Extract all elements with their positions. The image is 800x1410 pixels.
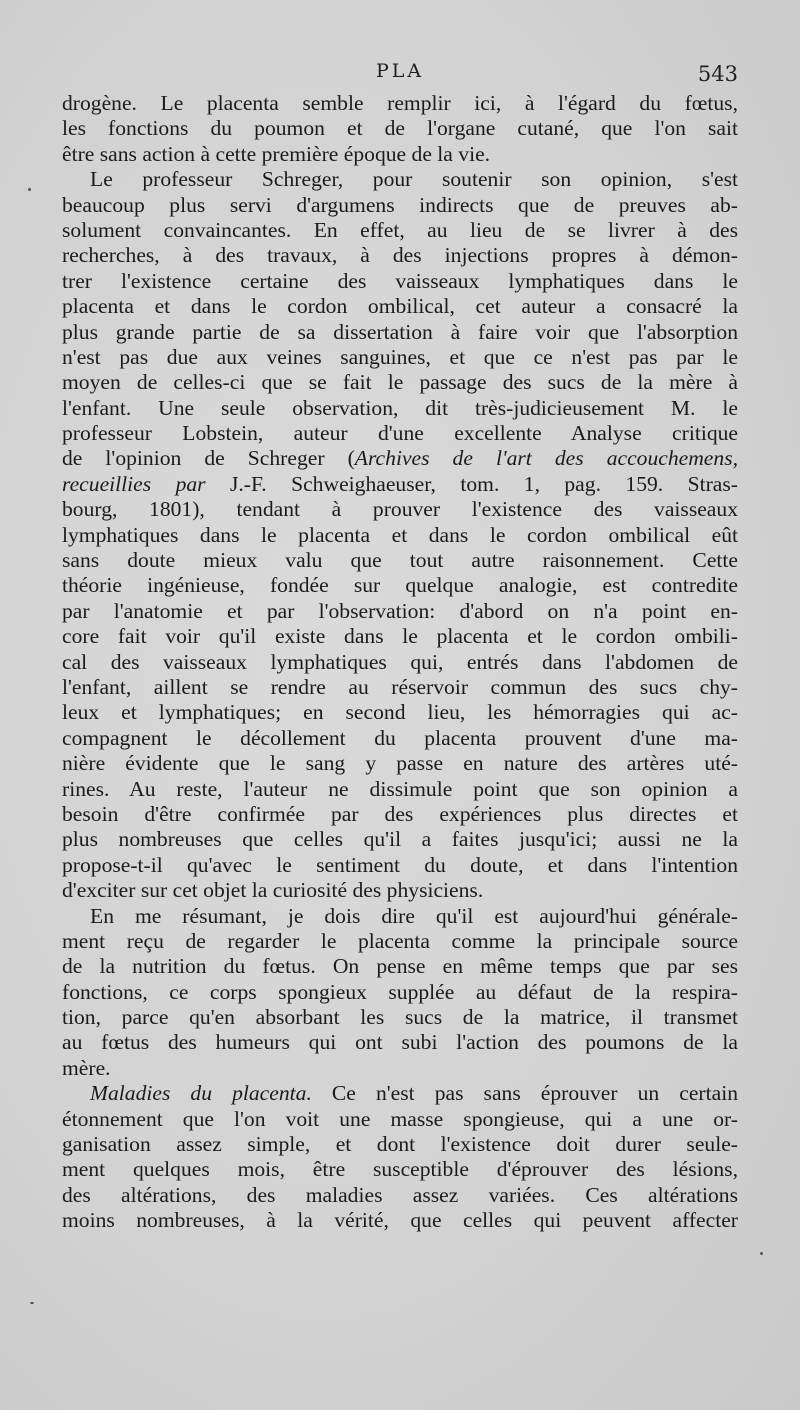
- text-line: [62, 1208, 738, 1233]
- line-text: les fonctions du poumon et de l'organe cutané, que l'on sait: [62, 116, 738, 141]
- line-text: étonnement que l'on voit une masse spongieuse, qui a une or-: [62, 1106, 738, 1131]
- text-line: [62, 1132, 738, 1157]
- line-text: plus nombreuses que celles qu'il a faites jusqu'ici; aussi ne la: [62, 827, 738, 852]
- text-line: [62, 700, 738, 725]
- line-text: au fœtus des humeurs qui ont subi l'action des poumons de la: [62, 1030, 738, 1055]
- text-line: [62, 218, 738, 243]
- text-line: [62, 523, 738, 548]
- italic-text: Maladies du placenta.: [90, 1081, 312, 1106]
- text-line: [62, 446, 738, 471]
- text-line: [62, 193, 738, 218]
- line-text: fonctions, ce corps spongieux supplée au défaut de la respira-: [62, 979, 738, 1004]
- line-text: sans doute mieux valu que tout autre raisonnement. Cette: [62, 548, 738, 573]
- line-text: beaucoup plus servi d'argumens indirects que de preuves ab-: [62, 192, 738, 217]
- line-text: nière évidente que le sang y passe en nature des artères uté-: [62, 751, 738, 776]
- line-text: de l'opinion de Schreger (: [62, 446, 355, 471]
- line-text: des altérations, des maladies assez variées. Ces altérations: [62, 1182, 738, 1207]
- ink-speck: [28, 188, 31, 191]
- line-text: d'exciter sur cet objet la curiosité des physiciens.: [62, 878, 484, 903]
- text-line: [62, 878, 738, 903]
- line-text: professeur Lobstein, auteur d'une excellente Analyse critique: [62, 421, 738, 446]
- line-text: plus grande partie de sa dissertation à faire voir que l'absorption: [62, 319, 738, 344]
- line-text: ment reçu de regarder le placenta comme la principale source: [62, 928, 738, 953]
- ink-speck: [30, 1302, 34, 1304]
- text-line: [62, 497, 738, 522]
- text-line: [62, 980, 738, 1005]
- text-line: [62, 116, 738, 141]
- line-text: J.-F. Schweighaeuser, tom. 1, pag. 159. Stras-: [205, 471, 738, 496]
- text-line: [62, 954, 738, 979]
- text-line: [62, 751, 738, 776]
- text-line: [62, 675, 738, 700]
- text-line: [62, 1157, 738, 1182]
- text-line: [62, 1081, 738, 1106]
- text-line: [62, 396, 738, 421]
- text-line: [62, 320, 738, 345]
- line-text: rines. Au reste, l'auteur ne dissimule point que son opinion a: [62, 776, 738, 801]
- running-head: PLA: [375, 60, 425, 82]
- text-line: [62, 827, 738, 852]
- line-text: tion, parce qu'en absorbant les sucs de la matrice, il transmet: [62, 1005, 738, 1030]
- line-text: n'est pas due aux veines sanguines, et que ce n'est pas par le: [62, 344, 738, 369]
- line-text: l'enfant, aillent se rendre au réservoir commun des sucs chy-: [62, 674, 738, 699]
- line-text: être sans action à cette première époque de la vie.: [62, 141, 491, 166]
- text-line: [62, 1030, 738, 1055]
- line-text: Ce n'est pas sans éprouver un certain: [311, 1081, 738, 1106]
- line-text: Le professeur Schreger, pour soutenir son opinion, s'est: [90, 167, 738, 192]
- text-line: [62, 599, 738, 624]
- text-line: [62, 167, 738, 192]
- line-text: recherches, à des travaux, à des injections propres à démon-: [62, 243, 738, 268]
- line-text: cal des vaisseaux lymphatiques qui, entrés dans l'abdomen de: [62, 649, 738, 674]
- line-text: propose-t-il qu'avec le sentiment du doute, et dans l'intention: [62, 852, 738, 877]
- text-line: [62, 142, 738, 167]
- text-line: [62, 472, 738, 497]
- text-line: [62, 802, 738, 827]
- text-line: [62, 1056, 738, 1081]
- text-line: [62, 929, 738, 954]
- page-header: [62, 60, 738, 90]
- ink-speck: [760, 1252, 763, 1255]
- text-line: [62, 904, 738, 929]
- line-text: besoin d'être confirmée par des expériences plus directes et: [62, 801, 738, 826]
- line-text: mère.: [62, 1055, 111, 1080]
- line-text: ment quelques mois, être susceptible d'éprouver des lésions,: [62, 1157, 738, 1182]
- text-line: [62, 777, 738, 802]
- line-text: placenta et dans le cordon ombilical, cet auteur a consacré la: [62, 294, 738, 319]
- text-line: [62, 548, 738, 573]
- text-line: [62, 345, 738, 370]
- italic-text: Archives de l'art des accouchemens,: [354, 446, 738, 471]
- text-line: [62, 726, 738, 751]
- line-text: core fait voir qu'il existe dans le placenta et le cordon ombili-: [62, 624, 738, 649]
- text-line: [62, 91, 738, 116]
- text-line: [62, 650, 738, 675]
- body-text: [62, 91, 738, 1234]
- page-number: 543: [697, 62, 738, 86]
- line-text: l'enfant. Une seule observation, dit très-judicieusement M. le: [62, 395, 738, 420]
- text-line: [62, 1183, 738, 1208]
- line-text: ganisation assez simple, et dont l'existence doit durer seule-: [62, 1132, 738, 1157]
- line-text: trer l'existence certaine des vaisseaux lymphatiques dans le: [62, 268, 738, 293]
- text-line: [62, 853, 738, 878]
- line-text: moins nombreuses, à la vérité, que celles qui peuvent affecter: [62, 1208, 738, 1233]
- line-text: solument convaincantes. En effet, au lieu de se livrer à des: [62, 217, 738, 242]
- line-text: compagnent le décollement du placenta prouvent d'une ma-: [62, 725, 738, 750]
- text-line: [62, 269, 738, 294]
- line-text: leux et lymphatiques; en second lieu, les hémorragies qui ac-: [62, 700, 738, 725]
- text-line: [62, 1005, 738, 1030]
- text-line: [62, 573, 738, 598]
- text-line: [62, 1107, 738, 1132]
- line-text: moyen de celles-ci que se fait le passage des sucs de la mère à: [62, 370, 738, 395]
- line-text: de la nutrition du fœtus. On pense en même temps que par ses: [62, 954, 738, 979]
- italic-text: recueillies par: [62, 471, 206, 496]
- text-line: [62, 624, 738, 649]
- line-text: lymphatiques dans le placenta et dans le cordon ombilical eût: [62, 522, 738, 547]
- text-line: [62, 243, 738, 268]
- text-line: [62, 370, 738, 395]
- line-text: par l'anatomie et par l'observation: d'abord on n'a point en-: [62, 598, 738, 623]
- line-text: drogène. Le placenta semble remplir ici, à l'égard du fœtus,: [62, 91, 738, 115]
- line-text: En me résumant, je dois dire qu'il est aujourd'hui générale-: [90, 903, 738, 928]
- text-line: [62, 294, 738, 319]
- line-text: bourg, 1801), tendant à prouver l'existence des vaisseaux: [62, 497, 738, 522]
- line-text: théorie ingénieuse, fondée sur quelque analogie, est contredite: [62, 573, 738, 598]
- text-line: [62, 421, 738, 446]
